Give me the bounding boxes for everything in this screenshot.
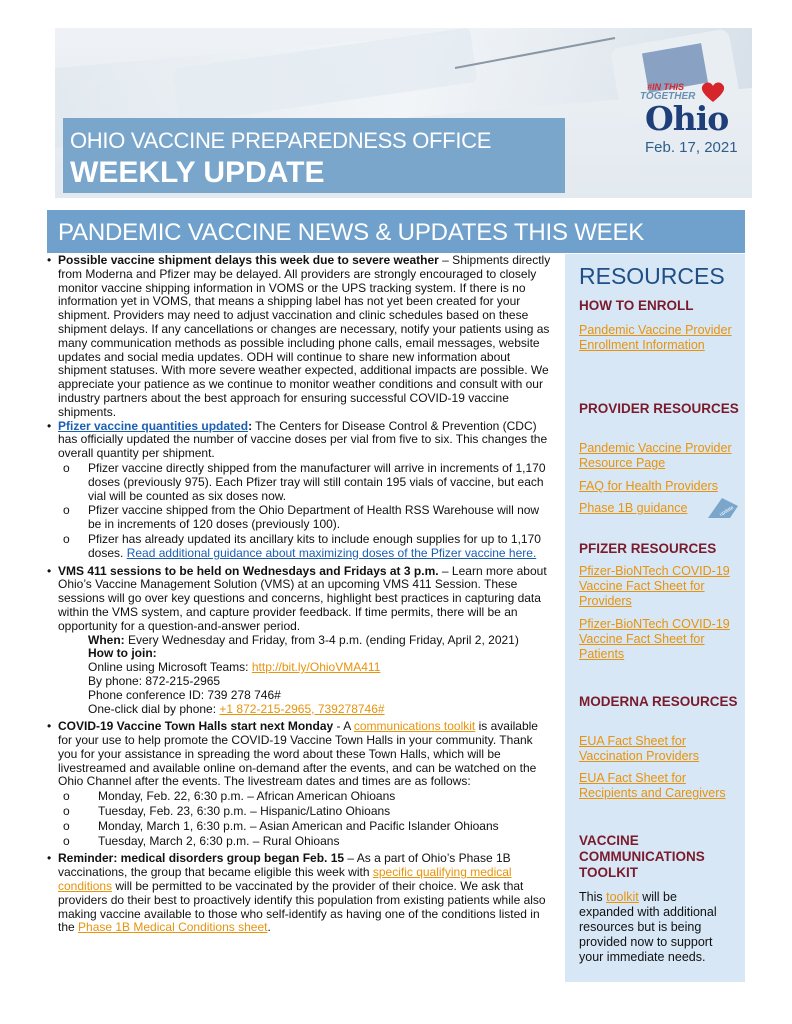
circle-bullet: o xyxy=(63,503,70,518)
bullet: • xyxy=(47,719,52,734)
sub-item xyxy=(47,462,555,503)
provider-resource-page-link[interactable]: Pandemic Vaccine Provider Resource Page xyxy=(579,441,732,470)
date-text: Monday, Feb. 22, 6:30 p.m. – African American Ohioans xyxy=(98,789,396,804)
item-text: – Shipments directly from Moderna and Pfizer may be delayed. All providers are strongly encouraged to closely monitor vaccine shipping information in VOMS or the UPS tracking system. If there is no information yet in VOMS, that means a shipping label has not yet been created for your shipment. Providers may need to adjust vaccination and clinic schedules based on these shipment delays. If any cancellations or changes are necessary, notify your patients using as many communication methods as possible including phone calls, email messages, website updates and social media updates. ODH will continue to share new information about shipment statuses. With more severe weather expected, additional impacts are possible. We appreciate your patience as we continue to monitor weather conditions and consult with our industry partners about the best approach for ensuring successful COVID-19 vaccine shipments. xyxy=(58,253,551,419)
news-item-medical-disorders xyxy=(47,852,555,935)
item-heading: Possible vaccine shipment delays this week due to severe weather xyxy=(58,253,439,267)
pfizer-quantities-link[interactable]: Pfizer vaccine quantities updated xyxy=(58,418,249,433)
conference-id: Phone conference ID: 739 278 746# xyxy=(88,687,281,702)
phase-1b-conditions-link[interactable]: Phase 1B Medical Conditions sheet xyxy=(78,920,268,935)
colon: : xyxy=(248,418,253,433)
phase-1b-guidance-link[interactable]: Phase 1B guidance xyxy=(579,501,688,515)
how-to-enroll-heading: HOW TO ENROLL xyxy=(579,298,694,313)
news-item-pfizer-quantities xyxy=(47,420,555,461)
news-item-vms-411 xyxy=(47,565,555,634)
pfizer-providers-fact-sheet-link[interactable]: Pfizer-BioNTech COVID-19 Vaccine Fact Sheet for Providers xyxy=(579,564,730,608)
circle-bullet: o xyxy=(63,789,70,804)
news-item-town-halls xyxy=(47,720,555,789)
circle-bullet: o xyxy=(63,460,70,475)
communications-toolkit-link[interactable]: communications toolkit xyxy=(353,719,476,734)
ohio-logo: Ohio xyxy=(645,99,729,138)
town-hall-date xyxy=(47,790,555,804)
item-text: – Learn more about Ohio’s Vaccine Management Solution (VMS) at an upcoming VMS 411 Session. These sessions will go over key questions and concerns, highlight best practices in capturing data within the VMS system, and capture provider feedback. If time permits, there will be an opportunity for a question-and-answer period. xyxy=(58,563,547,633)
resources-title: RESOURCES xyxy=(579,263,725,289)
toolkit-text-post: will be expanded with additional resources but is being provided now to support your immediate needs. xyxy=(579,890,717,964)
bullet: • xyxy=(47,253,52,267)
phone-number: By phone: 872-215-2965 xyxy=(88,673,221,688)
sub-item xyxy=(47,533,555,561)
update-tag-text: update xyxy=(718,504,735,518)
date-text: Tuesday, Feb. 23, 6:30 p.m. – Hispanic/Latino Ohioans xyxy=(98,804,391,819)
title-box xyxy=(63,118,565,193)
circle-bullet: o xyxy=(63,818,70,833)
sub-text: Pfizer vaccine shipped from the Ohio Department of Health RSS Warehouse will now be in increments of 120 doses (previously 100). xyxy=(88,503,540,532)
item-text: is available for your use to help promote the COVID-19 Vaccine Town Halls in your community. Thank you for your assistance in spreading the word about these Town Halls, which will be livestreamed and available online on-demand after the events, and can be watched on the Ohio Channel after the events. The livestream dates and times are as follows: xyxy=(58,719,538,789)
when-label: When: xyxy=(88,632,125,647)
circle-bullet: o xyxy=(63,804,70,819)
circle-bullet: o xyxy=(63,833,70,848)
sub-item xyxy=(47,504,555,532)
news-banner xyxy=(47,210,745,253)
one-click-dial-link[interactable]: +1 872-215-2965, 739278746# xyxy=(219,701,385,716)
banner-title: PANDEMIC VACCINE NEWS & UPDATES THIS WEEK xyxy=(58,219,645,246)
join-label: How to join: xyxy=(88,646,157,661)
item-text: . xyxy=(267,920,271,935)
sub-text: Pfizer vaccine directly shipped from the manufacturer will arrive in increments of 1,170 doses (previously 975). Each Pfizer tray will still contain 195 vials of vaccine, but each vial will be counted as six doses now. xyxy=(88,460,546,503)
moderna-resources-heading: MODERNA RESOURCES xyxy=(579,694,738,709)
toolkit-heading: VACCINE COMMUNICATIONS TOOLKIT xyxy=(579,833,705,880)
toolkit-description xyxy=(579,890,734,965)
office-title: OHIO VACCINE PREPAREDNESS OFFICE xyxy=(70,128,492,153)
enrollment-info-link[interactable]: Pandemic Vaccine Provider Enrollment Information xyxy=(579,323,732,352)
faq-health-providers-link[interactable]: FAQ for Health Providers xyxy=(579,479,718,493)
town-hall-date xyxy=(47,820,555,834)
bullet: • xyxy=(47,563,52,578)
news-column xyxy=(47,254,555,935)
item-heading: Reminder: medical disorders group began Feb. 15 xyxy=(58,851,345,866)
circle-bullet: o xyxy=(63,531,70,546)
date-text: Monday, March 1, 6:30 p.m. – Asian American and Pacific Islander Ohioans xyxy=(98,818,499,833)
item-heading: COVID-19 Vaccine Town Halls start next Monday xyxy=(58,719,334,734)
pfizer-guidance-link[interactable]: Read additional guidance about maximizing doses of the Pfizer vaccine here. xyxy=(126,545,537,560)
moderna-recipients-fact-sheet-link[interactable]: EUA Fact Sheet for Recipients and Caregivers xyxy=(579,771,726,800)
toolkit-link[interactable]: toolkit xyxy=(606,890,639,904)
teams-link[interactable]: http://bit.ly/OhioVMA411 xyxy=(251,660,381,675)
update-tag-icon xyxy=(708,498,738,518)
when-text: Every Wednesday and Friday, from 3-4 p.m. (ending Friday, April 2, 2021) xyxy=(124,632,519,647)
one-click-label: One-click dial by phone: xyxy=(88,701,220,716)
sub-text: Pfizer has already updated its ancillary kits to include enough supplies for up to 1,170 doses. xyxy=(88,531,541,560)
pfizer-patients-fact-sheet-link[interactable]: Pfizer-BioNTech COVID-19 Vaccine Fact Sheet for Patients xyxy=(579,617,730,661)
item-text: – As a part of Ohio’s Phase 1B vaccinations, the group that became eligible this week with xyxy=(58,851,511,880)
bullet: • xyxy=(47,851,52,866)
item-text: The Centers for Disease Control & Prevention (CDC) has officially updated the number of vaccine doses per vial from five to six. This changes the overall quantity per shipment. xyxy=(58,418,548,461)
qualifying-conditions-link[interactable]: specific qualifying medical conditions xyxy=(58,865,512,894)
town-hall-date xyxy=(47,805,555,819)
item-text: - A xyxy=(333,719,354,734)
news-item-shipment-delays xyxy=(47,254,555,420)
vms-details xyxy=(47,634,555,717)
item-text: will be permitted to be vaccinated by the provider of their choice. We ask that providers do their best to proactively identify this population from existing patients while also making vaccine available to those who self-identify as having one of the conditions listed in the xyxy=(58,879,546,935)
logo-tagline-bottom: TOGETHER xyxy=(640,91,696,102)
online-label: Online using Microsoft Teams: xyxy=(88,660,252,675)
item-heading: VMS 411 sessions to be held on Wednesdays and Fridays at 3 p.m. xyxy=(58,563,439,578)
moderna-providers-fact-sheet-link[interactable]: EUA Fact Sheet for Vaccination Providers xyxy=(579,734,699,763)
issue-date: Feb. 17, 2021 xyxy=(645,139,738,156)
town-hall-date xyxy=(47,835,555,849)
pfizer-resources-heading: PFIZER RESOURCES xyxy=(579,541,717,556)
date-text: Tuesday, March 2, 6:30 p.m. – Rural Ohioans xyxy=(98,833,340,848)
weekly-update-title: WEEKLY UPDATE xyxy=(70,156,325,189)
logo-tagline-top: #IN THIS xyxy=(647,82,685,92)
resources-sidebar xyxy=(565,254,745,982)
bullet: • xyxy=(47,418,52,433)
toolkit-text-pre: This xyxy=(579,890,607,904)
provider-resources-heading: PROVIDER RESOURCES xyxy=(579,401,739,416)
